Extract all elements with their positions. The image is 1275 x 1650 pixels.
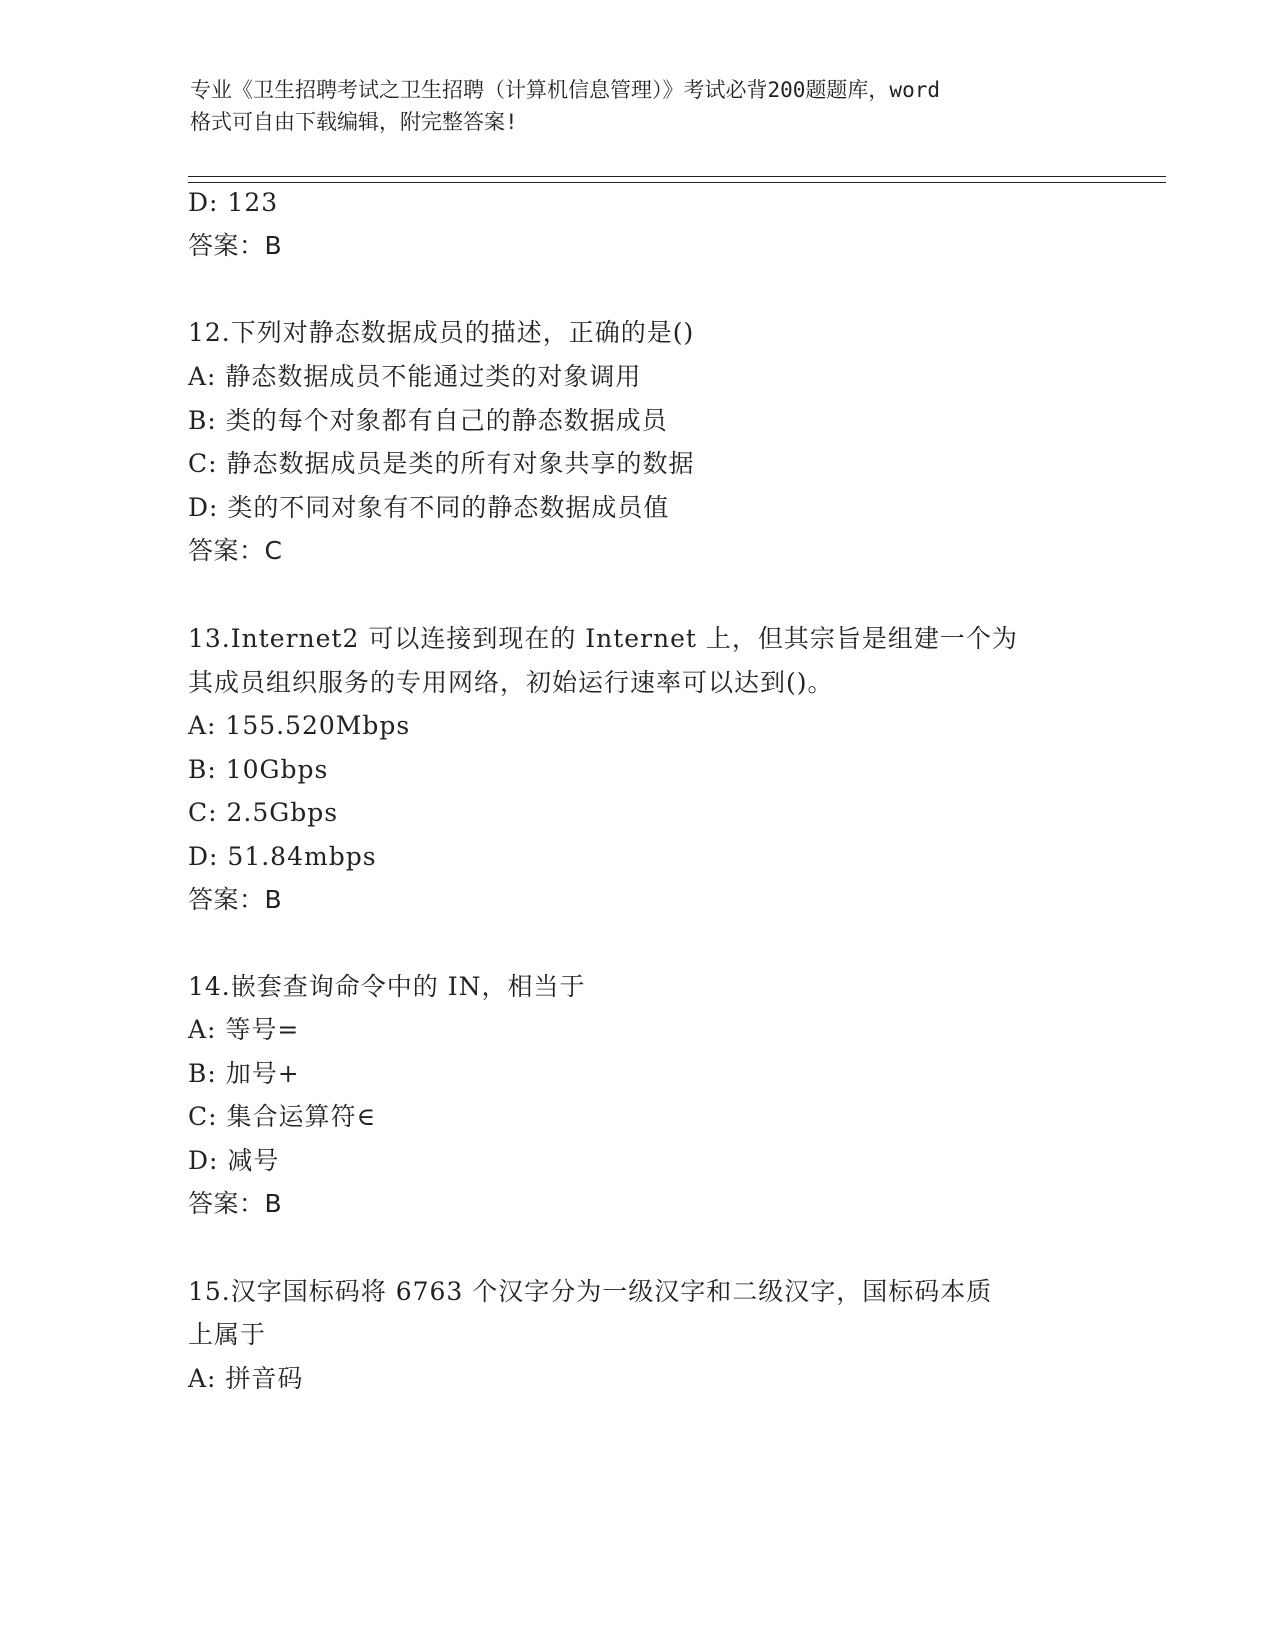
- q13-option-b: B: 10Gbps: [188, 755, 329, 784]
- q14-option-c: C: 集合运算符∈: [188, 1102, 377, 1131]
- q14-option-a: A: 等号=: [188, 1015, 300, 1044]
- q14-answer: 答案：B: [188, 1189, 283, 1218]
- q12-answer: 答案：C: [188, 536, 283, 565]
- q12-stem: 12.下列对静态数据成员的描述，正确的是(): [188, 318, 695, 347]
- q13-answer: 答案：B: [188, 885, 283, 914]
- prev-answer: 答案：B: [188, 231, 283, 260]
- prev-option-d: D: 123: [188, 188, 279, 217]
- q12-option-d: D: 类的不同对象有不同的静态数据成员值: [188, 493, 670, 522]
- q13-stem-line-2: 其成员组织服务的专用网络，初始运行速率可以达到()。: [188, 668, 834, 697]
- q13-option-a: A: 155.520Mbps: [188, 711, 411, 740]
- q12-option-b: B: 类的每个对象都有自己的静态数据成员: [188, 406, 668, 435]
- q12-option-a: A: 静态数据成员不能通过类的对象调用: [188, 362, 642, 391]
- document-header: [190, 74, 1090, 138]
- q13-option-c: C: 2.5Gbps: [188, 798, 339, 827]
- header-divider-bottom: [188, 182, 1166, 183]
- q13-stem-line-1: 13.Internet2 可以连接到现在的 Internet 上，但其宗旨是组建一个为: [188, 624, 1018, 653]
- q15-option-a: A: 拼音码: [188, 1364, 304, 1393]
- header-line-2: 格式可自由下载编辑，附完整答案!: [190, 110, 518, 134]
- q13-option-d: D: 51.84mbps: [188, 842, 377, 871]
- q12-option-c: C: 静态数据成员是类的所有对象共享的数据: [188, 449, 695, 478]
- q15-stem-line-1: 15.汉字国标码将 6763 个汉字分为一级汉字和二级汉字，国标码本质: [188, 1277, 993, 1306]
- header-line-1: 专业《卫生招聘考试之卫生招聘（计算机信息管理）》考试必背200题题库，word: [190, 78, 940, 102]
- header-divider-top: [188, 176, 1166, 177]
- q14-option-b: B: 加号+: [188, 1059, 300, 1088]
- q14-option-d: D: 减号: [188, 1146, 280, 1175]
- q14-stem: 14.嵌套查询命令中的 IN，相当于: [188, 972, 586, 1001]
- q15-stem-line-2: 上属于: [188, 1320, 267, 1349]
